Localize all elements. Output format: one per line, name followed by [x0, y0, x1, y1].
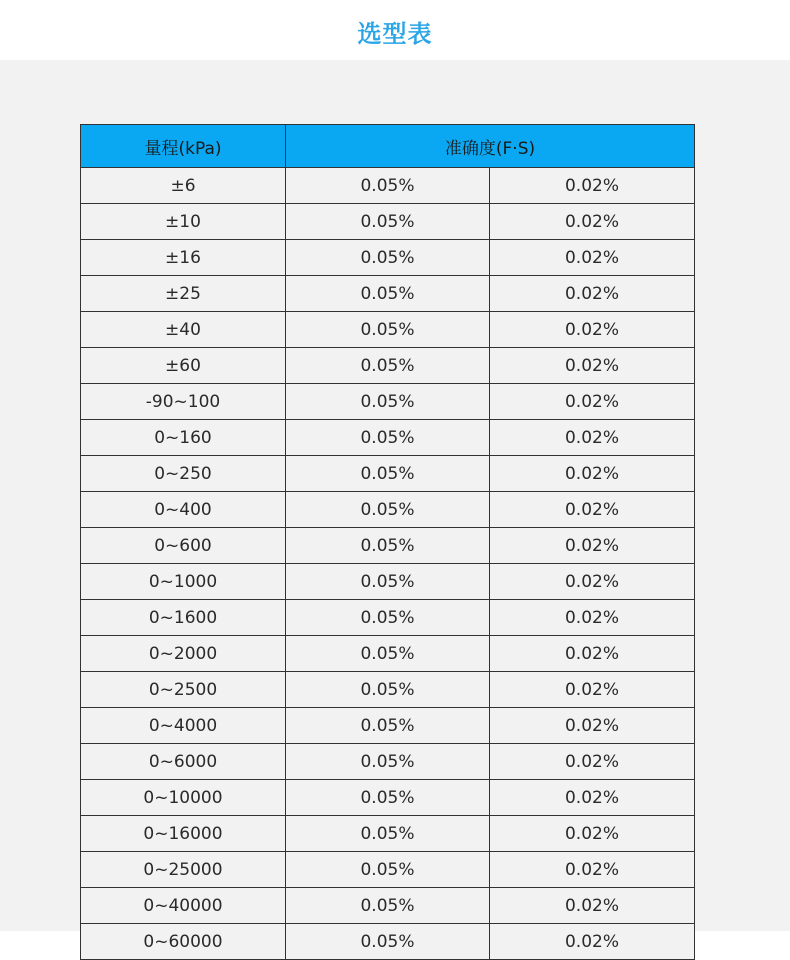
- accuracy-cell-1: 0.05%: [286, 312, 490, 348]
- accuracy-cell-1: 0.05%: [286, 276, 490, 312]
- accuracy-cell-1: 0.05%: [286, 780, 490, 816]
- accuracy-cell-2: 0.02%: [490, 492, 695, 528]
- accuracy-cell-2: 0.02%: [490, 564, 695, 600]
- table-row: [81, 348, 695, 384]
- accuracy-cell-1: 0.05%: [286, 492, 490, 528]
- table-header-row: [81, 125, 695, 168]
- table-row: [81, 816, 695, 852]
- table-row: [81, 636, 695, 672]
- table-row: [81, 852, 695, 888]
- range-cell: 0~6000: [81, 744, 286, 780]
- table-row: [81, 312, 695, 348]
- accuracy-cell-2: 0.02%: [490, 204, 695, 240]
- accuracy-cell-2: 0.02%: [490, 420, 695, 456]
- table-row: [81, 456, 695, 492]
- range-cell: 0~400: [81, 492, 286, 528]
- accuracy-cell-1: 0.05%: [286, 384, 490, 420]
- table-row: [81, 600, 695, 636]
- accuracy-cell-1: 0.05%: [286, 420, 490, 456]
- table-row: [81, 672, 695, 708]
- table-body: [81, 168, 695, 960]
- accuracy-cell-2: 0.02%: [490, 168, 695, 204]
- accuracy-cell-2: 0.02%: [490, 924, 695, 960]
- table-row: [81, 276, 695, 312]
- table-row: [81, 492, 695, 528]
- accuracy-cell-1: 0.05%: [286, 600, 490, 636]
- range-cell: ±25: [81, 276, 286, 312]
- table-row: [81, 168, 695, 204]
- range-cell: 0~4000: [81, 708, 286, 744]
- range-cell: 0~160: [81, 420, 286, 456]
- accuracy-cell-1: 0.05%: [286, 924, 490, 960]
- accuracy-cell-1: 0.05%: [286, 708, 490, 744]
- accuracy-cell-2: 0.02%: [490, 384, 695, 420]
- accuracy-cell-2: 0.02%: [490, 888, 695, 924]
- spec-sheet: [0, 60, 790, 952]
- accuracy-cell-2: 0.02%: [490, 744, 695, 780]
- table-row: [81, 924, 695, 960]
- accuracy-cell-1: 0.05%: [286, 888, 490, 924]
- range-cell: 0~1000: [81, 564, 286, 600]
- range-cell: 0~25000: [81, 852, 286, 888]
- range-cell: 0~1600: [81, 600, 286, 636]
- accuracy-cell-1: 0.05%: [286, 204, 490, 240]
- range-cell: 0~40000: [81, 888, 286, 924]
- range-cell: 0~2500: [81, 672, 286, 708]
- range-cell: 0~16000: [81, 816, 286, 852]
- range-cell: 0~60000: [81, 924, 286, 960]
- accuracy-cell-2: 0.02%: [490, 816, 695, 852]
- table-row: [81, 744, 695, 780]
- table-row: [81, 780, 695, 816]
- range-cell: ±40: [81, 312, 286, 348]
- range-cell: 0~2000: [81, 636, 286, 672]
- accuracy-cell-1: 0.05%: [286, 168, 490, 204]
- accuracy-cell-1: 0.05%: [286, 744, 490, 780]
- table-row: [81, 204, 695, 240]
- range-cell: 0~600: [81, 528, 286, 564]
- range-cell: ±60: [81, 348, 286, 384]
- table-row: [81, 564, 695, 600]
- accuracy-cell-2: 0.02%: [490, 348, 695, 384]
- range-cell: ±16: [81, 240, 286, 276]
- accuracy-cell-2: 0.02%: [490, 852, 695, 888]
- accuracy-cell-2: 0.02%: [490, 708, 695, 744]
- accuracy-cell-2: 0.02%: [490, 636, 695, 672]
- table-row: [81, 420, 695, 456]
- selection-table: [80, 124, 695, 960]
- accuracy-cell-1: 0.05%: [286, 528, 490, 564]
- accuracy-cell-2: 0.02%: [490, 240, 695, 276]
- range-cell: -90~100: [81, 384, 286, 420]
- range-cell: 0~250: [81, 456, 286, 492]
- table-row: [81, 708, 695, 744]
- accuracy-cell-1: 0.05%: [286, 564, 490, 600]
- accuracy-cell-2: 0.02%: [490, 528, 695, 564]
- table-row: [81, 240, 695, 276]
- accuracy-cell-2: 0.02%: [490, 780, 695, 816]
- accuracy-cell-1: 0.05%: [286, 672, 490, 708]
- accuracy-cell-2: 0.02%: [490, 672, 695, 708]
- accuracy-cell-2: 0.02%: [490, 600, 695, 636]
- accuracy-cell-2: 0.02%: [490, 312, 695, 348]
- accuracy-cell-1: 0.05%: [286, 240, 490, 276]
- accuracy-cell-1: 0.05%: [286, 348, 490, 384]
- header-range: 量程(kPa): [81, 125, 286, 168]
- range-cell: 0~10000: [81, 780, 286, 816]
- page-title: 选型表: [357, 20, 433, 48]
- accuracy-cell-1: 0.05%: [286, 852, 490, 888]
- range-cell: ±10: [81, 204, 286, 240]
- range-cell: ±6: [81, 168, 286, 204]
- accuracy-cell-1: 0.05%: [286, 456, 490, 492]
- accuracy-cell-1: 0.05%: [286, 816, 490, 852]
- table-row: [81, 384, 695, 420]
- header-accuracy: 准确度(F·S): [286, 125, 695, 168]
- accuracy-cell-2: 0.02%: [490, 456, 695, 492]
- table-row: [81, 528, 695, 564]
- accuracy-cell-2: 0.02%: [490, 276, 695, 312]
- accuracy-cell-1: 0.05%: [286, 636, 490, 672]
- table-row: [81, 888, 695, 924]
